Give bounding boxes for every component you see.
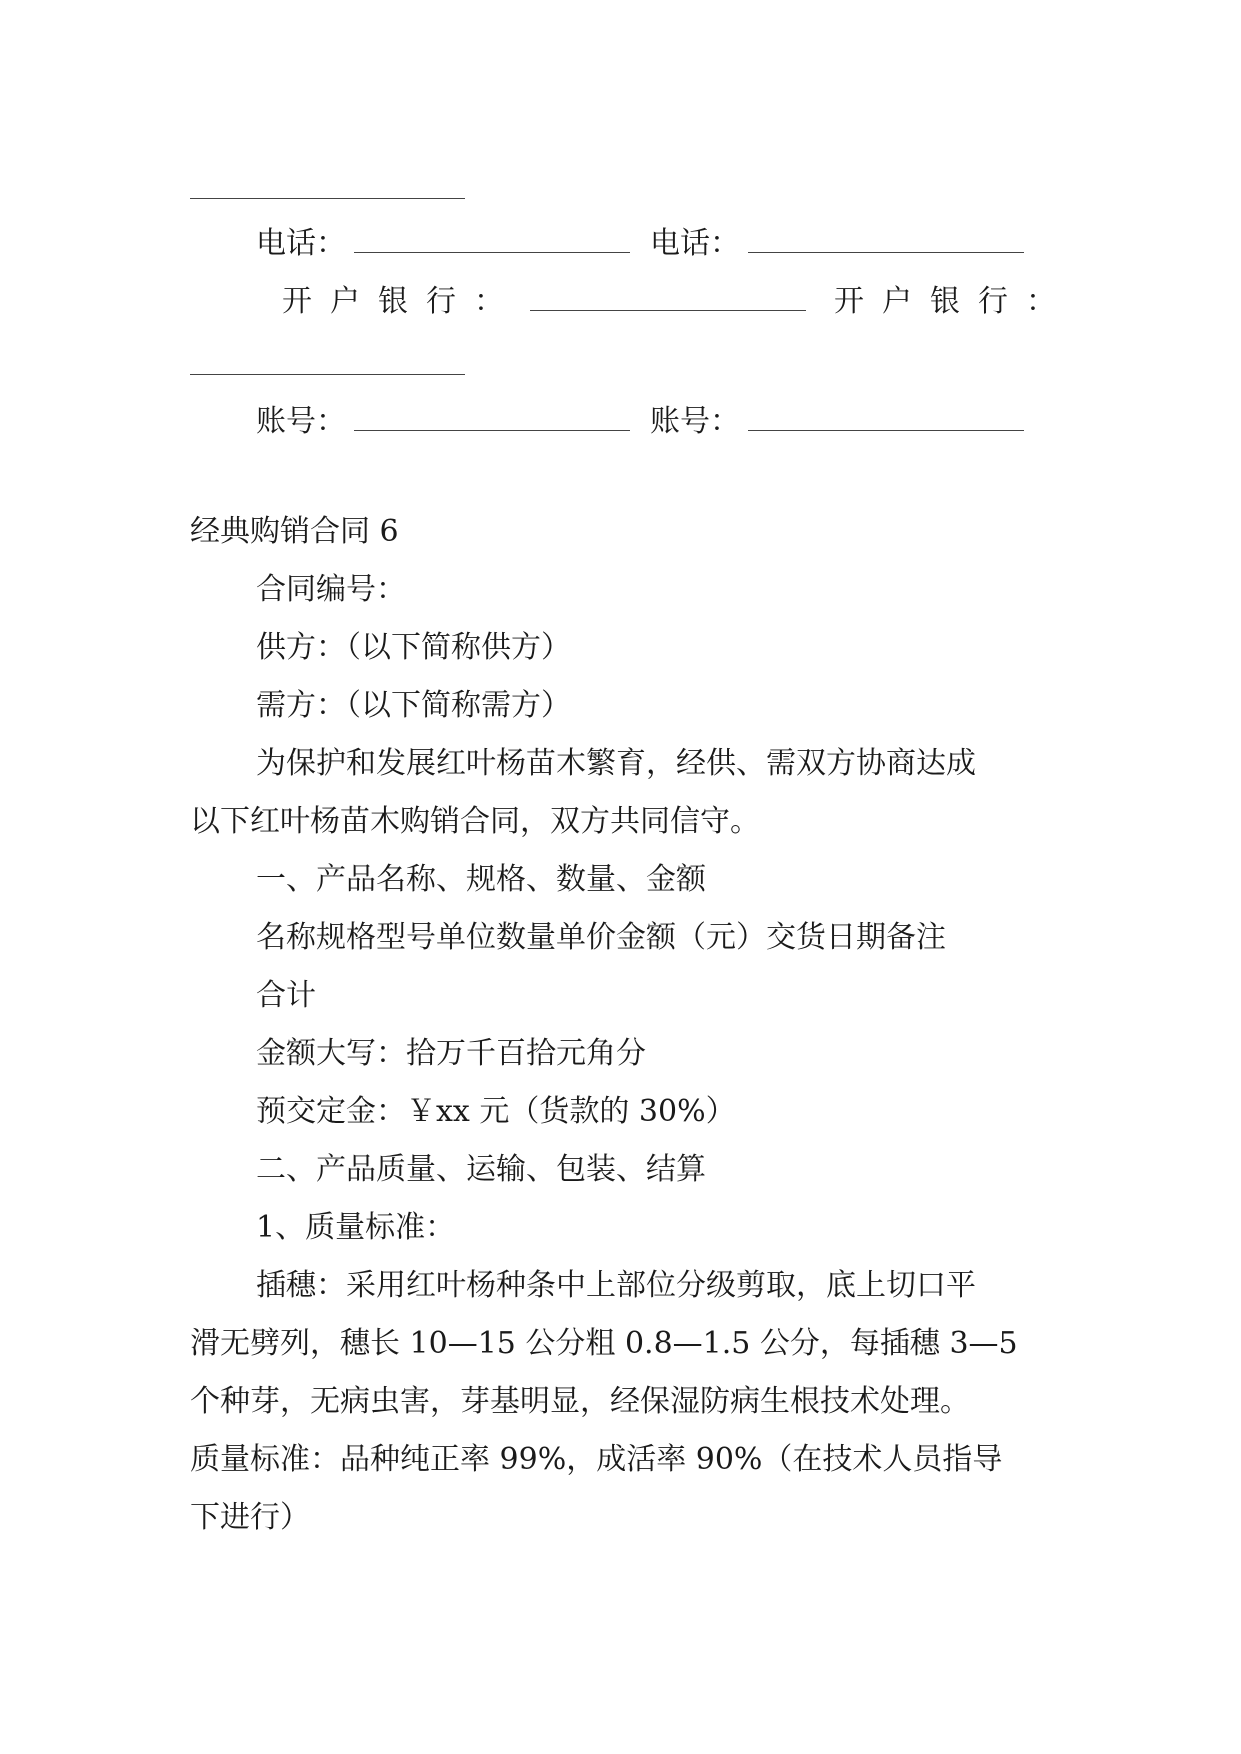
account-row — [256, 400, 1032, 442]
deposit-line: 预交定金：￥xx 元（货款的 30%） — [256, 1094, 736, 1129]
cutting-line-2: 滑无劈列，穗长 10—15 公分粗 0.8—1.5 公分，每插穗 3—5 — [190, 1326, 1018, 1361]
quality-heading: 1、质量标准： — [256, 1210, 456, 1245]
phone-blank-buyer — [748, 222, 1024, 253]
total-line: 合计 — [256, 978, 316, 1013]
bank-row — [282, 280, 1074, 322]
contract-number-label: 合同编号： — [256, 572, 406, 607]
bank-blank-supplier — [530, 280, 806, 311]
phone-blank-supplier — [354, 222, 630, 253]
phone-label-buyer: 电话： — [650, 226, 740, 261]
contract-title: 经典购销合同 6 — [190, 514, 399, 549]
bank-label-supplier: 开户银行： — [282, 284, 522, 319]
quality-line-2: 下进行） — [190, 1500, 310, 1535]
phone-label-supplier: 电话： — [256, 226, 346, 261]
section1-heading: 一、产品名称、规格、数量、金额 — [256, 862, 706, 897]
quality-line-1: 质量标准：品种纯正率 99%，成活率 90%（在技术人员指导 — [190, 1442, 1003, 1477]
account-blank-buyer — [748, 400, 1024, 431]
cutting-line-1: 插穗：采用红叶杨种条中上部位分级剪取，底上切口平 — [256, 1268, 976, 1303]
account-blank-supplier — [354, 400, 630, 431]
account-label-supplier: 账号： — [256, 404, 346, 439]
supplier-line: 供方：（以下简称供方） — [256, 630, 571, 665]
table-header-line: 名称规格型号单位数量单价金额（元）交货日期备注 — [256, 920, 946, 955]
intro-line-2: 以下红叶杨苗木购销合同，双方共同信守。 — [190, 804, 760, 839]
bank-blank-buyer — [190, 374, 465, 375]
amount-in-words: 金额大写：拾万千百拾元角分 — [256, 1036, 646, 1071]
section2-heading: 二、产品质量、运输、包装、结算 — [256, 1152, 706, 1187]
bank-label-buyer: 开户银行： — [834, 284, 1074, 319]
blank-line-top — [190, 198, 465, 199]
intro-line-1: 为保护和发展红叶杨苗木繁育，经供、需双方协商达成 — [256, 746, 976, 781]
buyer-line: 需方：（以下简称需方） — [256, 688, 571, 723]
cutting-line-3: 个种芽，无病虫害，芽基明显，经保湿防病生根技术处理。 — [190, 1384, 970, 1419]
phone-row — [256, 222, 1032, 264]
account-label-buyer: 账号： — [650, 404, 740, 439]
